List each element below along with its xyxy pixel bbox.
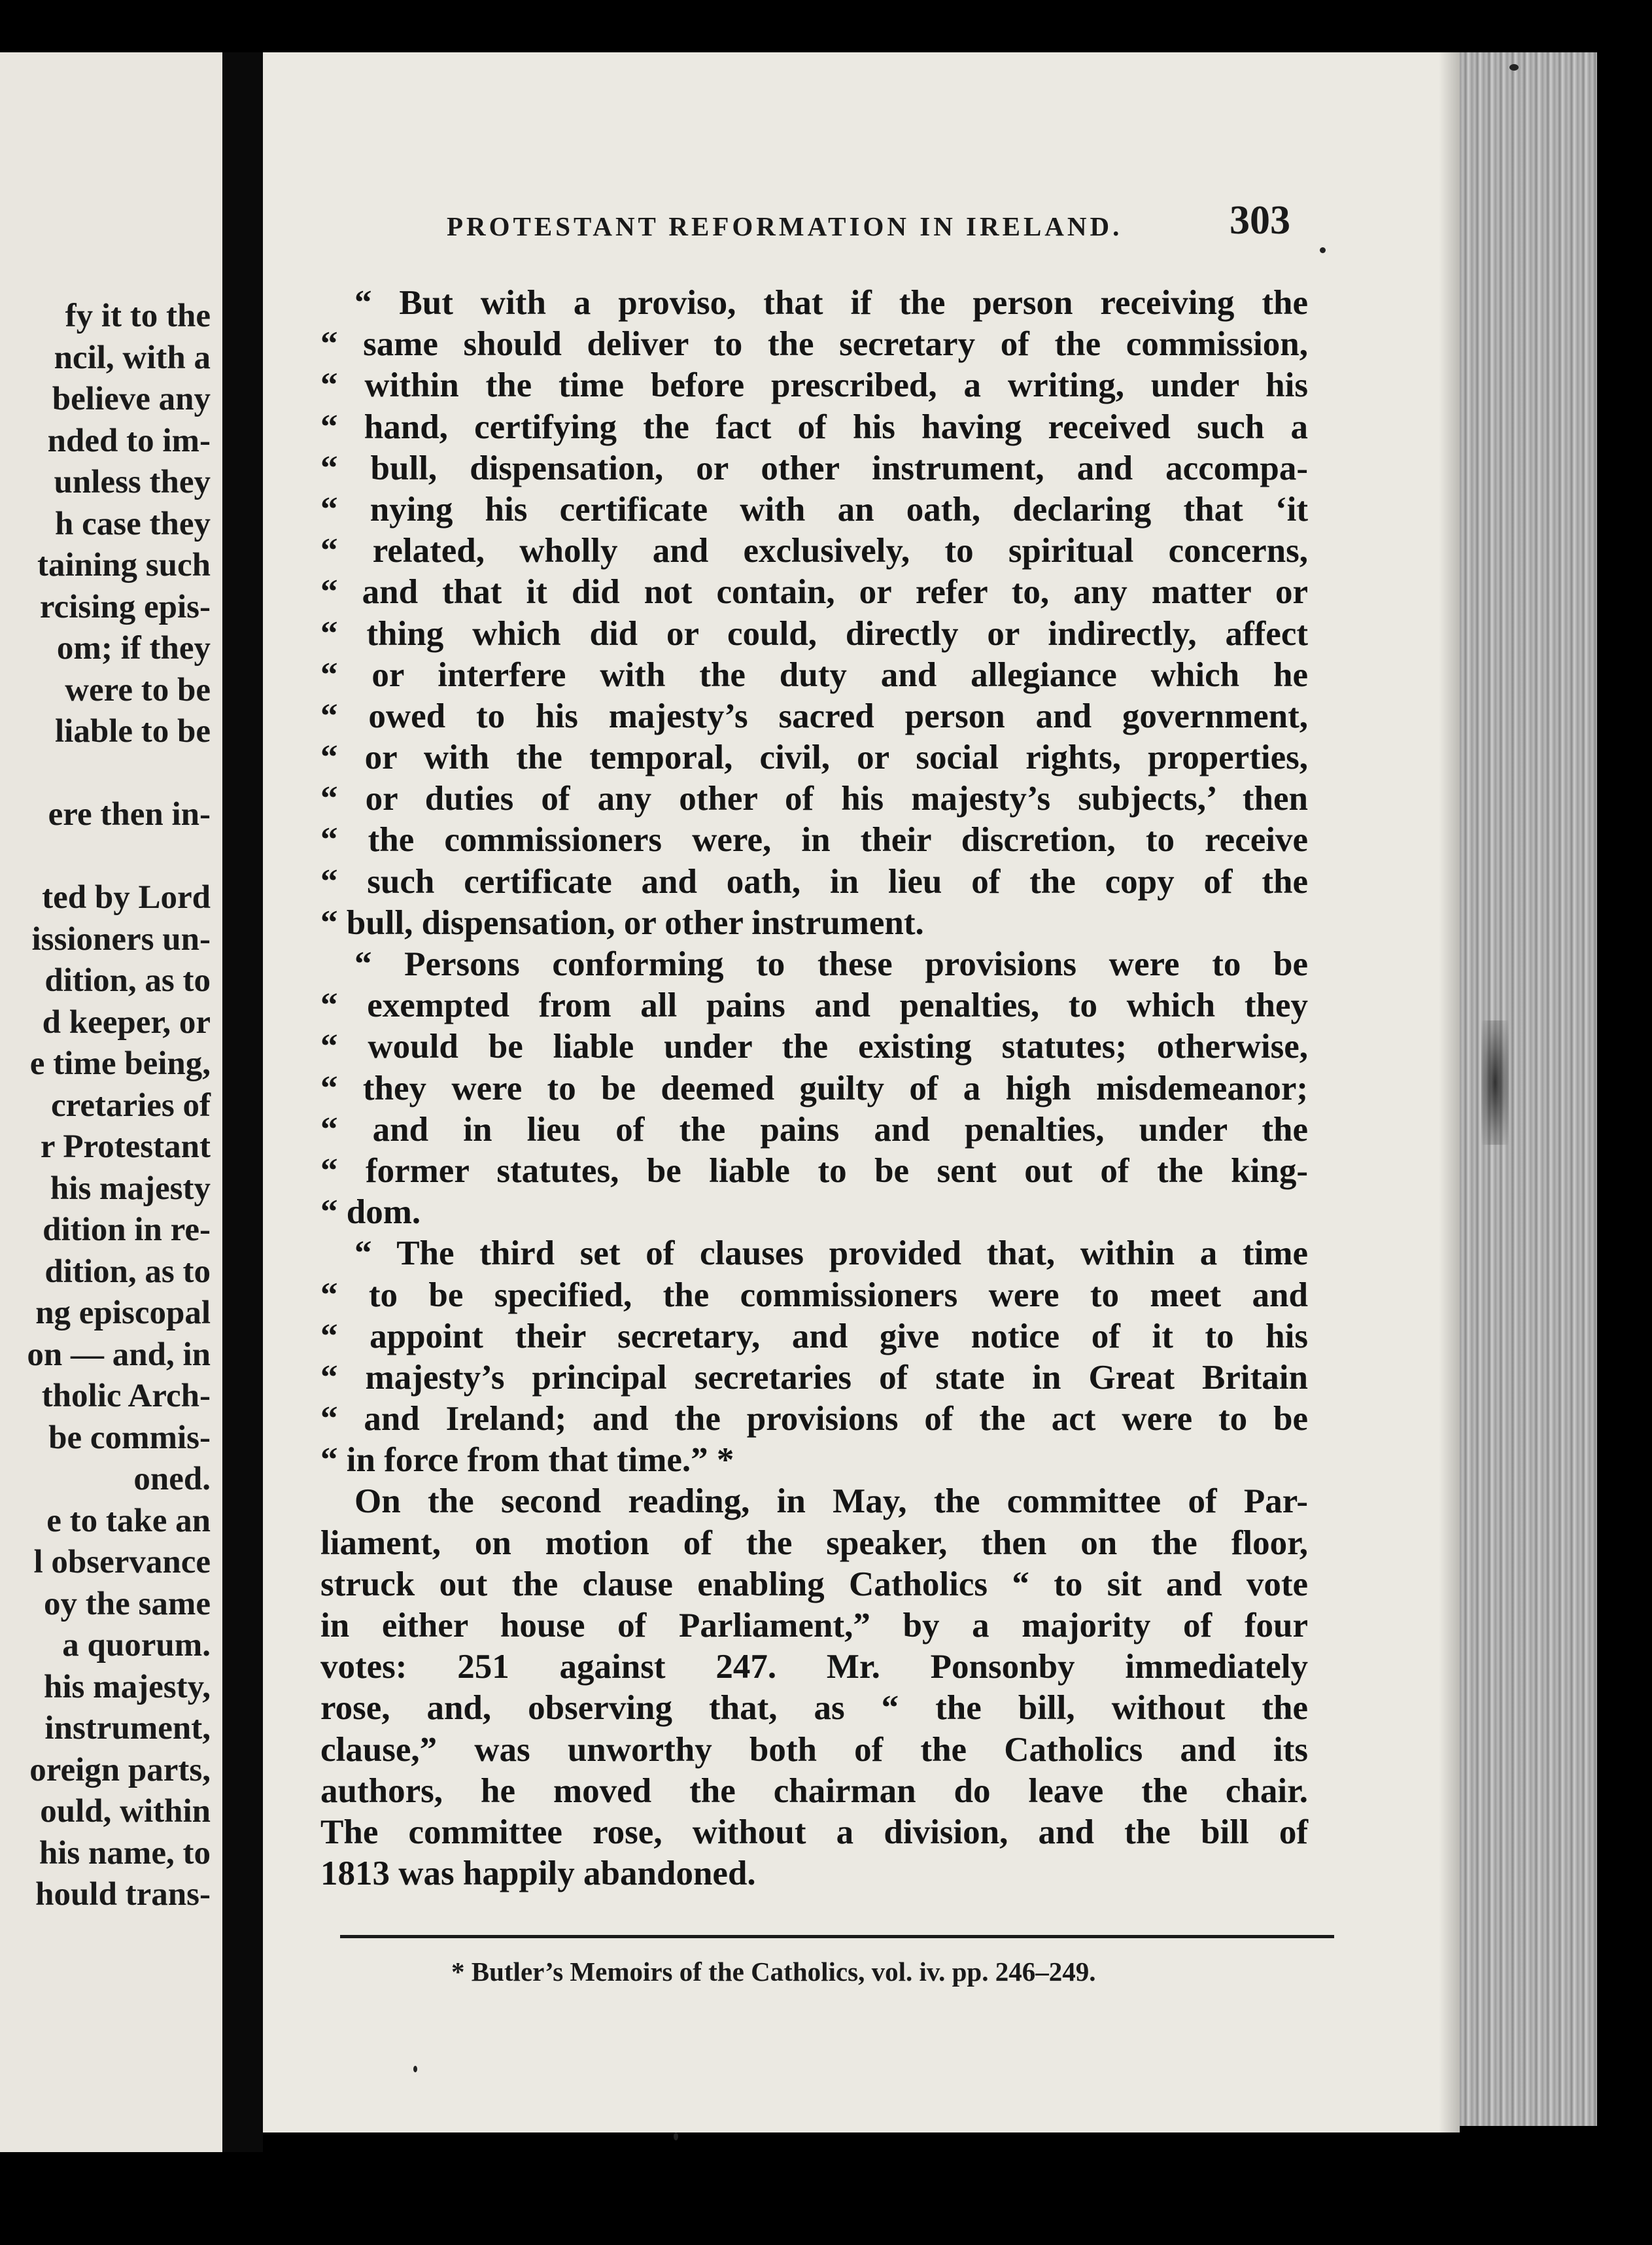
facing-page-line: were to be — [65, 671, 211, 708]
text-line: “ majesty’s principal secretaries of state in Great Britain — [320, 1358, 1308, 1397]
facing-page-line — [0, 836, 211, 878]
text-line: liament, on motion of the speaker, then on the floor, — [320, 1523, 1308, 1562]
text-line: “ bull, dispensation, or other instrument, and accompa- — [320, 449, 1308, 487]
text-line: “ hand, certifying the fact of his having received such a — [320, 408, 1308, 446]
footnote: * Butler’s Memoirs of the Catholics, vol. iv. pp. 246–249. — [451, 1957, 1096, 1987]
facing-page-line: his majesty — [50, 1170, 211, 1207]
text-line: “ or with the temporal, civil, or social rights, properties, — [320, 739, 1308, 777]
text-line: “ would be liable under the existing statutes; otherwise, — [320, 1028, 1308, 1066]
text-line: “ to be specified, the commissioners were to meet and — [320, 1276, 1308, 1314]
facing-page-line: dition, as to — [44, 1253, 211, 1290]
facing-page-line: ere then in- — [48, 796, 211, 833]
text-line: “ thing which did or could, directly or indirectly, affect — [320, 614, 1308, 653]
text-line: “ and Ireland; and the provisions of the act were to be — [320, 1400, 1308, 1438]
text-line: struck out the clause enabling Catholics “ to sit and vote — [320, 1565, 1308, 1603]
facing-page-line: oy the same — [44, 1585, 211, 1622]
facing-page-line: oned. — [133, 1461, 211, 1497]
ink-smudge — [1481, 1020, 1509, 1145]
text-line: “ appoint their secretary, and give notice of it to his — [320, 1317, 1308, 1355]
book-gutter — [222, 52, 263, 2152]
facing-page-line: hould trans- — [35, 1876, 211, 1913]
facing-page-line: dition, as to — [44, 962, 211, 999]
text-line: “ Persons conforming to these provisions were to be — [354, 945, 1308, 983]
facing-page-line: cretaries of — [51, 1087, 211, 1124]
text-line: “ and that it did not contain, or refer to, any matter or — [320, 573, 1308, 612]
text-line: votes: 251 against 247. Mr. Ponsonby immediately — [320, 1648, 1308, 1686]
text-line: “ or duties of any other of his majesty’s subjects,’ then — [320, 780, 1308, 818]
footnote-rule — [340, 1935, 1334, 1938]
facing-page-line: issioners un- — [31, 920, 211, 958]
text-line: “ the commissioners were, in their discretion, to receive — [320, 821, 1308, 860]
text-line: in either house of Parliament,” by a majority of four — [320, 1607, 1308, 1645]
speck — [413, 2066, 417, 2072]
running-head: PROTESTANT REFORMATION IN IRELAND. — [447, 211, 1123, 241]
text-line: rose, and, observing that, as “ the bill, without the — [320, 1689, 1308, 1728]
text-line: “ exempted from all pains and penalties, to which they — [320, 986, 1308, 1025]
facing-page-fragment — [0, 52, 222, 2152]
facing-page-line: h case they — [55, 505, 211, 542]
text-line: “ owed to his majesty’s sacred person and government, — [320, 697, 1308, 735]
facing-page-line: ncil, with a — [54, 339, 211, 376]
text-line: “ bull, dispensation, or other instrument. — [320, 903, 924, 942]
text-line: The committee rose, without a division, and the bill of — [320, 1813, 1308, 1851]
facing-page-line: his name, to — [39, 1834, 211, 1871]
facing-page-text — [0, 296, 211, 1916]
facing-page-line: taining such — [37, 547, 211, 583]
facing-page-line: instrument, — [44, 1710, 211, 1747]
facing-page-line: his majesty, — [44, 1668, 211, 1705]
text-line: “ related, wholly and exclusively, to spiritual concerns, — [320, 532, 1308, 570]
text-line: “ and in lieu of the pains and penalties, under the — [320, 1110, 1308, 1149]
body-text — [320, 283, 1308, 1894]
text-line: clause,” was unworthy both of the Catholics and its — [320, 1730, 1308, 1769]
text-line: “ such certificate and oath, in lieu of the copy of the — [320, 862, 1308, 901]
facing-page-line: a quorum. — [62, 1627, 211, 1663]
text-line: “ nying his certificate with an oath, declaring that ‘it — [320, 490, 1308, 529]
speck — [674, 2132, 678, 2140]
facing-page-line: l observance — [33, 1544, 211, 1580]
facing-page-line: dition in re- — [43, 1211, 211, 1248]
facing-page-line — [0, 753, 211, 795]
facing-page-line: r Protestant — [40, 1128, 211, 1165]
text-line: “ same should deliver to the secretary of the commission, — [320, 325, 1308, 364]
facing-page-line: be commis- — [48, 1419, 211, 1456]
text-line: “ But with a proviso, that if the person receiving the — [354, 284, 1308, 322]
facing-page-line: rcising epis- — [39, 588, 211, 625]
facing-page-line: om; if they — [56, 630, 211, 667]
page-number: 303 — [1230, 198, 1290, 243]
page-edge-stack — [1460, 52, 1597, 2126]
text-line: 1813 was happily abandoned. — [320, 1854, 756, 1893]
text-line: On the second reading, in May, the committee of Par- — [354, 1482, 1308, 1521]
facing-page-line: tholic Arch- — [41, 1378, 211, 1414]
facing-page-line: believe any — [52, 381, 211, 417]
facing-page-line: ould, within — [40, 1793, 211, 1830]
text-line: authors, he moved the chairman do leave the chair. — [320, 1771, 1308, 1810]
facing-page-line: e to take an — [46, 1502, 211, 1539]
text-line: “ in force from that time.” * — [320, 1441, 734, 1480]
facing-page-line: d keeper, or — [42, 1003, 211, 1041]
facing-page-line: on — and, in — [27, 1336, 211, 1373]
text-line: “ within the time before prescribed, a writing, under his — [320, 366, 1308, 405]
speck — [1509, 64, 1519, 71]
text-line: “ they were to be deemed guilty of a high misdemeanor; — [320, 1069, 1308, 1107]
facing-page-line: liable to be — [55, 713, 211, 750]
facing-page-line: oreign parts, — [29, 1751, 211, 1788]
facing-page-line: unless they — [54, 464, 211, 500]
text-line: “ dom. — [320, 1193, 421, 1232]
text-line: “ The third set of clauses provided that, within a time — [354, 1234, 1308, 1273]
facing-page-line: nded to im- — [47, 422, 211, 459]
speck — [1320, 247, 1326, 253]
facing-page-line: fy it to the — [65, 298, 211, 334]
text-line: “ former statutes, be liable to be sent out of the king- — [320, 1151, 1308, 1190]
text-line: “ or interfere with the duty and allegiance which he — [320, 655, 1308, 694]
facing-page-line: ted by Lord — [42, 879, 211, 916]
facing-page-line: ng episcopal — [35, 1295, 211, 1331]
facing-page-line: e time being, — [29, 1045, 211, 1082]
